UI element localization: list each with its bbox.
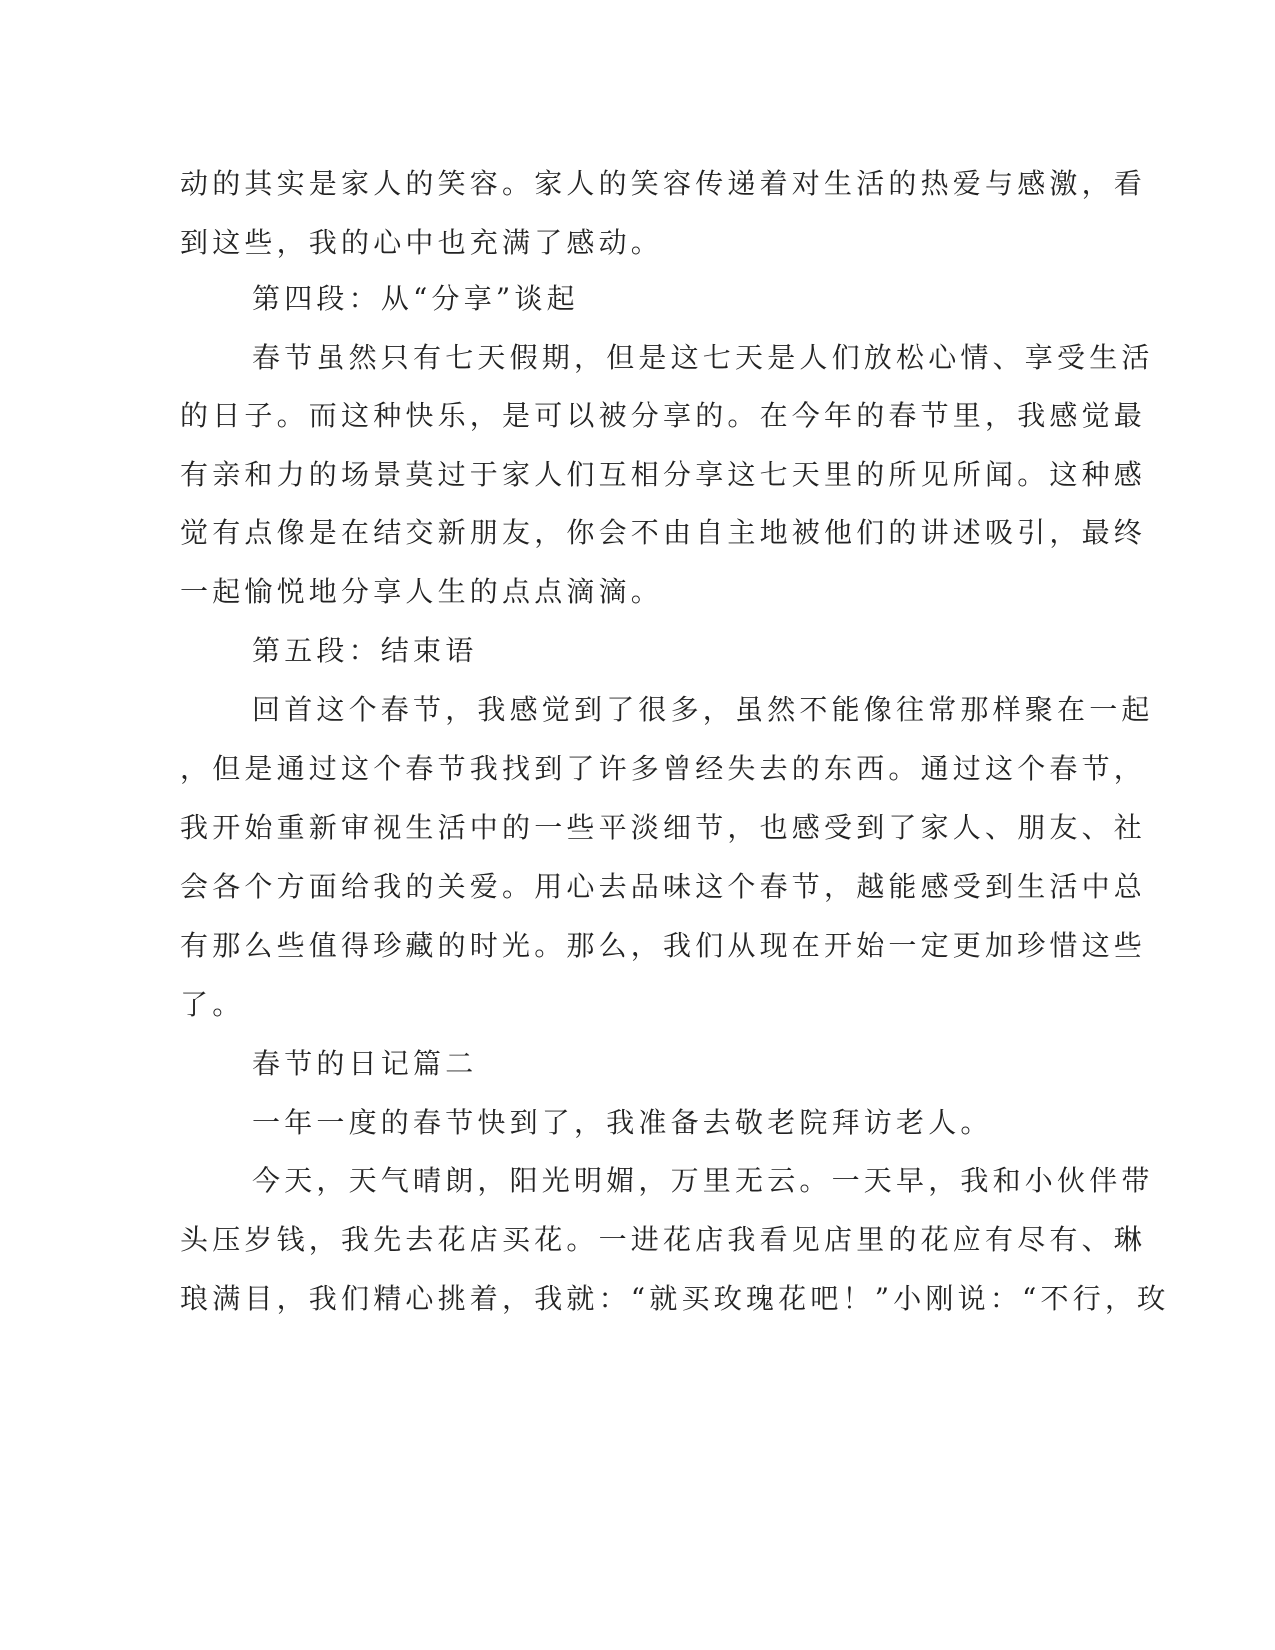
section-heading: 第五段：结束语 [252,634,478,667]
text-line: 头压岁钱，我先去花店买花。一进花店我看见店里的花应有尽有、琳 [180,1223,1147,1256]
section-heading: 第四段：从“分享”谈起 [252,282,579,315]
text-line: 有亲和力的场景莫过于家人们互相分享这七天里的所见所闻。这种感 [180,458,1147,491]
text-line: 一年一度的春节快到了，我准备去敬老院拜访老人。 [252,1106,993,1139]
text-line: 的日子。而这种快乐，是可以被分享的。在今年的春节里，我感觉最 [180,399,1147,432]
text-line: 觉有点像是在结交新朋友，你会不由自主地被他们的讲述吸引，最终 [180,516,1147,549]
text-line: 会各个方面给我的关爱。用心去品味这个春节，越能感受到生活中总 [180,870,1147,903]
text-line: ，但是通过这个春节我找到了许多曾经失去的东西。通过这个春节， [180,752,1147,785]
text-line: 一起愉悦地分享人生的点点滴滴。 [180,575,664,608]
text-line: 我开始重新审视生活中的一些平淡细节，也感受到了家人、朋友、社 [180,811,1147,844]
text-line: 春节虽然只有七天假期，但是这七天是人们放松心情、享受生活 [252,341,1154,374]
text-line: 动的其实是家人的笑容。家人的笑容传递着对生活的热爱与感激，看 [180,167,1147,200]
text-line: 琅满目，我们精心挑着，我就：“就买玫瑰花吧！”小刚说：“不行，玫 [180,1282,1170,1315]
text-line: 回首这个春节，我感觉到了很多，虽然不能像往常那样聚在一起 [252,693,1154,726]
text-line: 今天，天气晴朗，阳光明媚，万里无云。一天早，我和小伙伴带 [252,1164,1154,1197]
text-line: 到这些，我的心中也充满了感动。 [180,226,664,259]
text-line: 有那么些值得珍藏的时光。那么，我们从现在开始一定更加珍惜这些 [180,929,1147,962]
text-line: 了。 [180,988,245,1021]
diary-title: 春节的日记篇二 [252,1047,478,1080]
